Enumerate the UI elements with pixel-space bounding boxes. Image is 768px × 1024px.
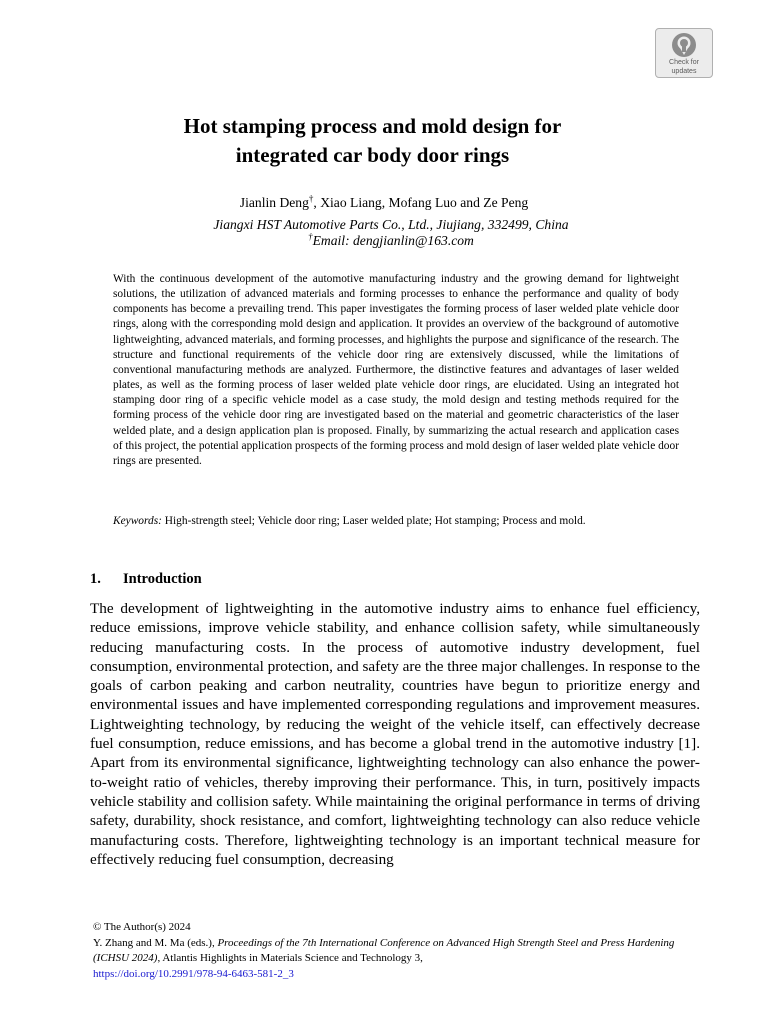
copyright-line: © The Author(s) 2024 bbox=[93, 921, 191, 933]
keywords-text: High-strength steel; Vehicle door ring; Laser welded plate; Hot stamping; Process and mold. bbox=[161, 515, 586, 527]
author-first: Jianlin Deng bbox=[239, 195, 309, 210]
corresponding-email bbox=[0, 233, 768, 249]
citation-series: , Atlantis Highlights in Materials Science and Technology 3, bbox=[157, 952, 423, 964]
introduction-paragraph: The development of lightweighting in the automotive industry aims to enhance fuel efficiency, reduce emissions, improve vehicle stability, and enhance collision safety, while simultaneously reducing manufacturing costs. In the process of automotive industry development, fuel consumption, environmental protection, and safety are the three major challenges. In response to the goals of carbon peaking and carbon neutrality, countries have begun to prioritize energy and environmental issues and have implemented corresponding regulations and improvement measures. Lightweighting technology, by reducing the weight of the vehicle itself, can effectively decrease fuel consumption, reduce emissions, and has become a global trend in the automotive industry [1]. Apart from its environmental significance, lightweighting technology can also enhance the power-to-weight ratio of vehicles, thereby improving their performance. This, in turn, positively impacts vehicle stability and collision safety. While maintaining the original performance in terms of driving safety, durability, shock resistance, and comfort, lightweighting technology can also reduce vehicle manufacturing costs. Therefore, lightweighting technology is an important technical measure for effectively reducing fuel consumption, decreasing bbox=[90, 600, 700, 868]
section-heading-introduction bbox=[90, 570, 202, 588]
corresponding-mark: † bbox=[308, 193, 314, 204]
email-mark: † bbox=[308, 231, 313, 242]
abstract: With the continuous development of the automotive manufacturing industry and the growing demand for lightweight solutions, the utilization of advanced materials and forming processes to enhance the performance and quality of body components has become a prevailing trend. This paper investigates the forming process of laser welded plate vehicle door rings, along with the corresponding mold design and application. It provides an overview of the background of automotive lightweighting, advanced materials, and forming processes, and highlights the purpose and significance of the research. The structure and functional requirements of the vehicle door ring are extensively discussed, while the limitations of conventional manufacturing methods are analyzed. Furthermore, the distinctive features and advantages of laser welded plates, as well as the forming process of laser welded plate vehicle door rings, are elucidated. Using an integrated hot stamping door ring of a specific vehicle model as a case study, the mold design and testing methods required for the forming process of the vehicle door ring are investigated based on the material and geometric characteristics of the laser welded plate, and a design application plan is proposed. Finally, by summarizing the actual research and application cases of this project, the potential application prospects of the forming process and mold design of laser welded plate vehicle door rings are presented. bbox=[113, 273, 679, 467]
paper-title bbox=[100, 112, 645, 170]
citation-proceedings: Proceedings of the 7th International Conference on Advanced High Strength Steel and Press Hardening (ICHSU 2024) bbox=[93, 936, 675, 964]
badge-label-line1: Check for bbox=[669, 59, 699, 66]
author-list bbox=[0, 194, 768, 212]
keywords bbox=[113, 514, 679, 529]
check-for-updates-badge[interactable] bbox=[655, 28, 713, 78]
email-text: Email: dengjianlin@163.com bbox=[312, 233, 474, 248]
page-footer bbox=[93, 920, 713, 982]
section-number: 1. bbox=[90, 571, 101, 587]
paper-title-line1: Hot stamping process and mold design for bbox=[183, 114, 562, 138]
citation-line bbox=[93, 936, 713, 967]
affiliation: Jiangxi HST Automotive Parts Co., Ltd., Jiujiang, 332499, China bbox=[213, 217, 569, 232]
keywords-label: Keywords: bbox=[113, 515, 162, 527]
paper-title-line2: integrated car body door rings bbox=[235, 143, 510, 167]
check-for-updates-icon bbox=[671, 32, 697, 58]
section-title: Introduction bbox=[123, 571, 202, 587]
citation-editors: Y. Zhang and M. Ma (eds.), bbox=[93, 936, 218, 949]
author-rest: , Xiao Liang, Mofang Luo and Ze Peng bbox=[313, 195, 529, 210]
doi-link[interactable]: https://doi.org/10.2991/978-94-6463-581-2_3 bbox=[93, 967, 294, 980]
badge-label-line2: updates bbox=[671, 67, 697, 75]
